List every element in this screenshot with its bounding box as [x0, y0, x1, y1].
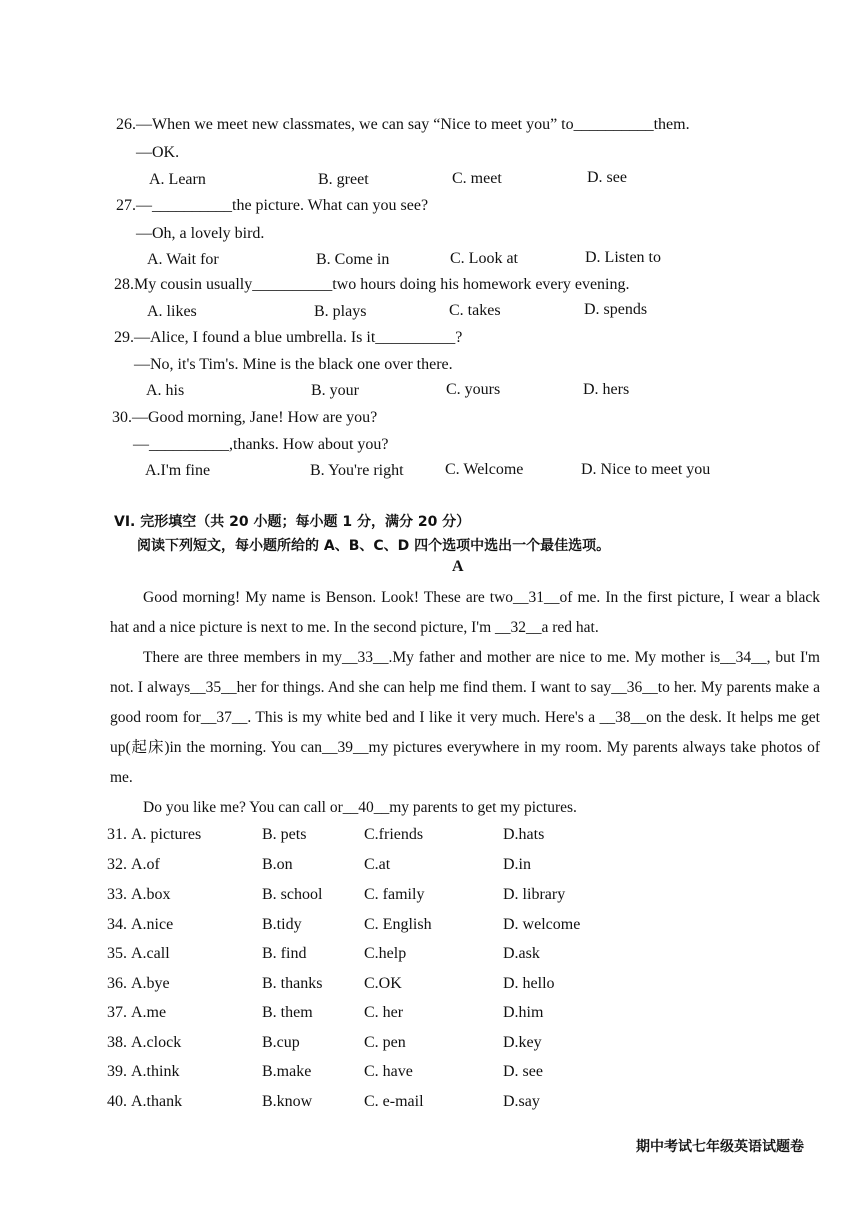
- row-number: 38.: [107, 1034, 127, 1051]
- question-27: [116, 197, 428, 215]
- option-b: B. plays: [314, 303, 367, 320]
- option-d: D. hello: [503, 975, 555, 992]
- question-reply: —OK.: [136, 144, 180, 161]
- option-a: A.box: [131, 886, 171, 903]
- option-b: B.on: [262, 856, 293, 873]
- option-c: C. pen: [364, 1034, 406, 1051]
- option-c: C. her: [364, 1004, 404, 1021]
- question-number: 29.: [114, 329, 134, 346]
- option-a: A. his: [146, 382, 185, 399]
- passage-label: A: [452, 558, 464, 575]
- option-a: A.bye: [131, 975, 170, 992]
- question-number: 30.: [112, 409, 132, 426]
- option-c: C. family: [364, 886, 425, 903]
- option-b: B. find: [262, 945, 307, 962]
- option-d: D. Listen to: [585, 249, 661, 266]
- option-b: B. greet: [318, 171, 369, 188]
- option-c: C.help: [364, 945, 407, 962]
- question-stem: My cousin usually__________two hours doing his homework every evening.: [134, 276, 630, 293]
- option-c: C. have: [364, 1063, 413, 1080]
- option-a: A.clock: [131, 1034, 182, 1051]
- option-c: C. e-mail: [364, 1093, 424, 1110]
- question-reply: —__________,thanks. How about you?: [133, 436, 389, 453]
- row-number: 36.: [107, 975, 127, 992]
- option-a: A.think: [131, 1063, 180, 1080]
- option-a: A.of: [131, 856, 160, 873]
- section-instruction: 阅读下列短文，每小题所给的 A、B、C、D 四个选项中选出一个最佳选项。: [137, 538, 611, 554]
- option-d: D. see: [503, 1063, 543, 1080]
- option-b: B.know: [262, 1093, 313, 1110]
- option-c: C. English: [364, 916, 432, 933]
- option-d: D.hats: [503, 826, 545, 843]
- row-number: 32.: [107, 856, 127, 873]
- option-b: B. You're right: [310, 462, 404, 479]
- option-c: C.at: [364, 856, 391, 873]
- option-b: B.cup: [262, 1034, 300, 1051]
- row-number: 34.: [107, 916, 127, 933]
- question-28: [114, 276, 630, 294]
- passage-paragraph-1: Good morning! My name is Benson. Look! These are two__31__of me. In the first picture, I wear a black hat and a nice picture is next to me. In the second picture, I'm __32__a red hat.: [110, 589, 820, 636]
- option-d: D.ask: [503, 945, 540, 962]
- option-c: C. Look at: [450, 250, 518, 267]
- option-d: D.say: [503, 1093, 540, 1110]
- option-a: A.thank: [131, 1093, 183, 1110]
- question-stem: —When we meet new classmates, we can say “Nice to meet you” to__________them.: [136, 116, 690, 133]
- option-b: B. thanks: [262, 975, 323, 992]
- option-b: B. pets: [262, 826, 307, 843]
- option-a: A. Wait for: [147, 251, 219, 268]
- option-b: B. them: [262, 1004, 313, 1021]
- question-29: [114, 329, 462, 347]
- option-a: A.me: [131, 1004, 167, 1021]
- option-d: D.key: [503, 1034, 542, 1051]
- option-d: D.in: [503, 856, 531, 873]
- row-number: 35.: [107, 945, 127, 962]
- page-footer: 期中考试七年级英语试题卷: [636, 1139, 804, 1155]
- option-a: A. Learn: [149, 171, 206, 188]
- option-d: D. Nice to meet you: [581, 461, 711, 478]
- option-c: C.friends: [364, 826, 424, 843]
- passage-paragraph-2: There are three members in my__33__.My father and mother are nice to me. My mother is__34__, but I'm not. I always__35__her for things. And she can help me find them. I want to say__36__to her. My parents make a good room for__37__. This is my white bed and I like it very much. Here's a __38__on the desk. It helps me get up(起床)in the morning. You can__39__my pictures everywhere in my room. My parents always take photos of me.: [110, 649, 820, 786]
- option-d: D. library: [503, 886, 566, 903]
- question-reply: —No, it's Tim's. Mine is the black one over there.: [134, 356, 453, 373]
- option-d: D. hers: [583, 381, 630, 398]
- option-c: C. meet: [452, 170, 502, 187]
- question-26: [116, 116, 690, 134]
- option-d: D. spends: [584, 301, 648, 318]
- question-30: [112, 409, 377, 427]
- row-number: 33.: [107, 886, 127, 903]
- option-d: D. welcome: [503, 916, 581, 933]
- question-number: 27.: [116, 197, 136, 214]
- option-b: B.make: [262, 1063, 312, 1080]
- option-d: D.him: [503, 1004, 544, 1021]
- question-stem: —__________the picture. What can you see?: [136, 197, 429, 214]
- option-b: B.tidy: [262, 916, 302, 933]
- row-number: 39.: [107, 1063, 127, 1080]
- question-number: 28.: [114, 276, 134, 293]
- row-number: 40.: [107, 1093, 127, 1110]
- option-b: B. Come in: [316, 251, 390, 268]
- row-number: 31.: [107, 826, 127, 843]
- question-stem: —Good morning, Jane! How are you?: [132, 409, 378, 426]
- question-number: 26.: [116, 116, 136, 133]
- option-a: A.nice: [131, 916, 174, 933]
- option-c: C. takes: [449, 302, 501, 319]
- question-reply: —Oh, a lovely bird.: [136, 225, 265, 242]
- option-a: A.I'm fine: [145, 462, 211, 479]
- option-d: D. see: [587, 169, 627, 186]
- section-title: VI. 完形填空（共 20 小题；每小题 1 分，满分 20 分）: [114, 514, 471, 530]
- passage-paragraph-3: Do you like me? You can call or__40__my parents to get my pictures.: [143, 799, 577, 816]
- option-c: C. Welcome: [445, 461, 524, 478]
- option-b: B. your: [311, 382, 359, 399]
- option-a: A. pictures: [131, 826, 202, 843]
- option-a: A. likes: [147, 303, 197, 320]
- option-c: C. yours: [446, 381, 501, 398]
- row-number: 37.: [107, 1004, 127, 1021]
- option-b: B. school: [262, 886, 323, 903]
- question-stem: —Alice, I found a blue umbrella. Is it__________?: [134, 329, 463, 346]
- option-c: C.OK: [364, 975, 402, 992]
- option-a: A.call: [131, 945, 170, 962]
